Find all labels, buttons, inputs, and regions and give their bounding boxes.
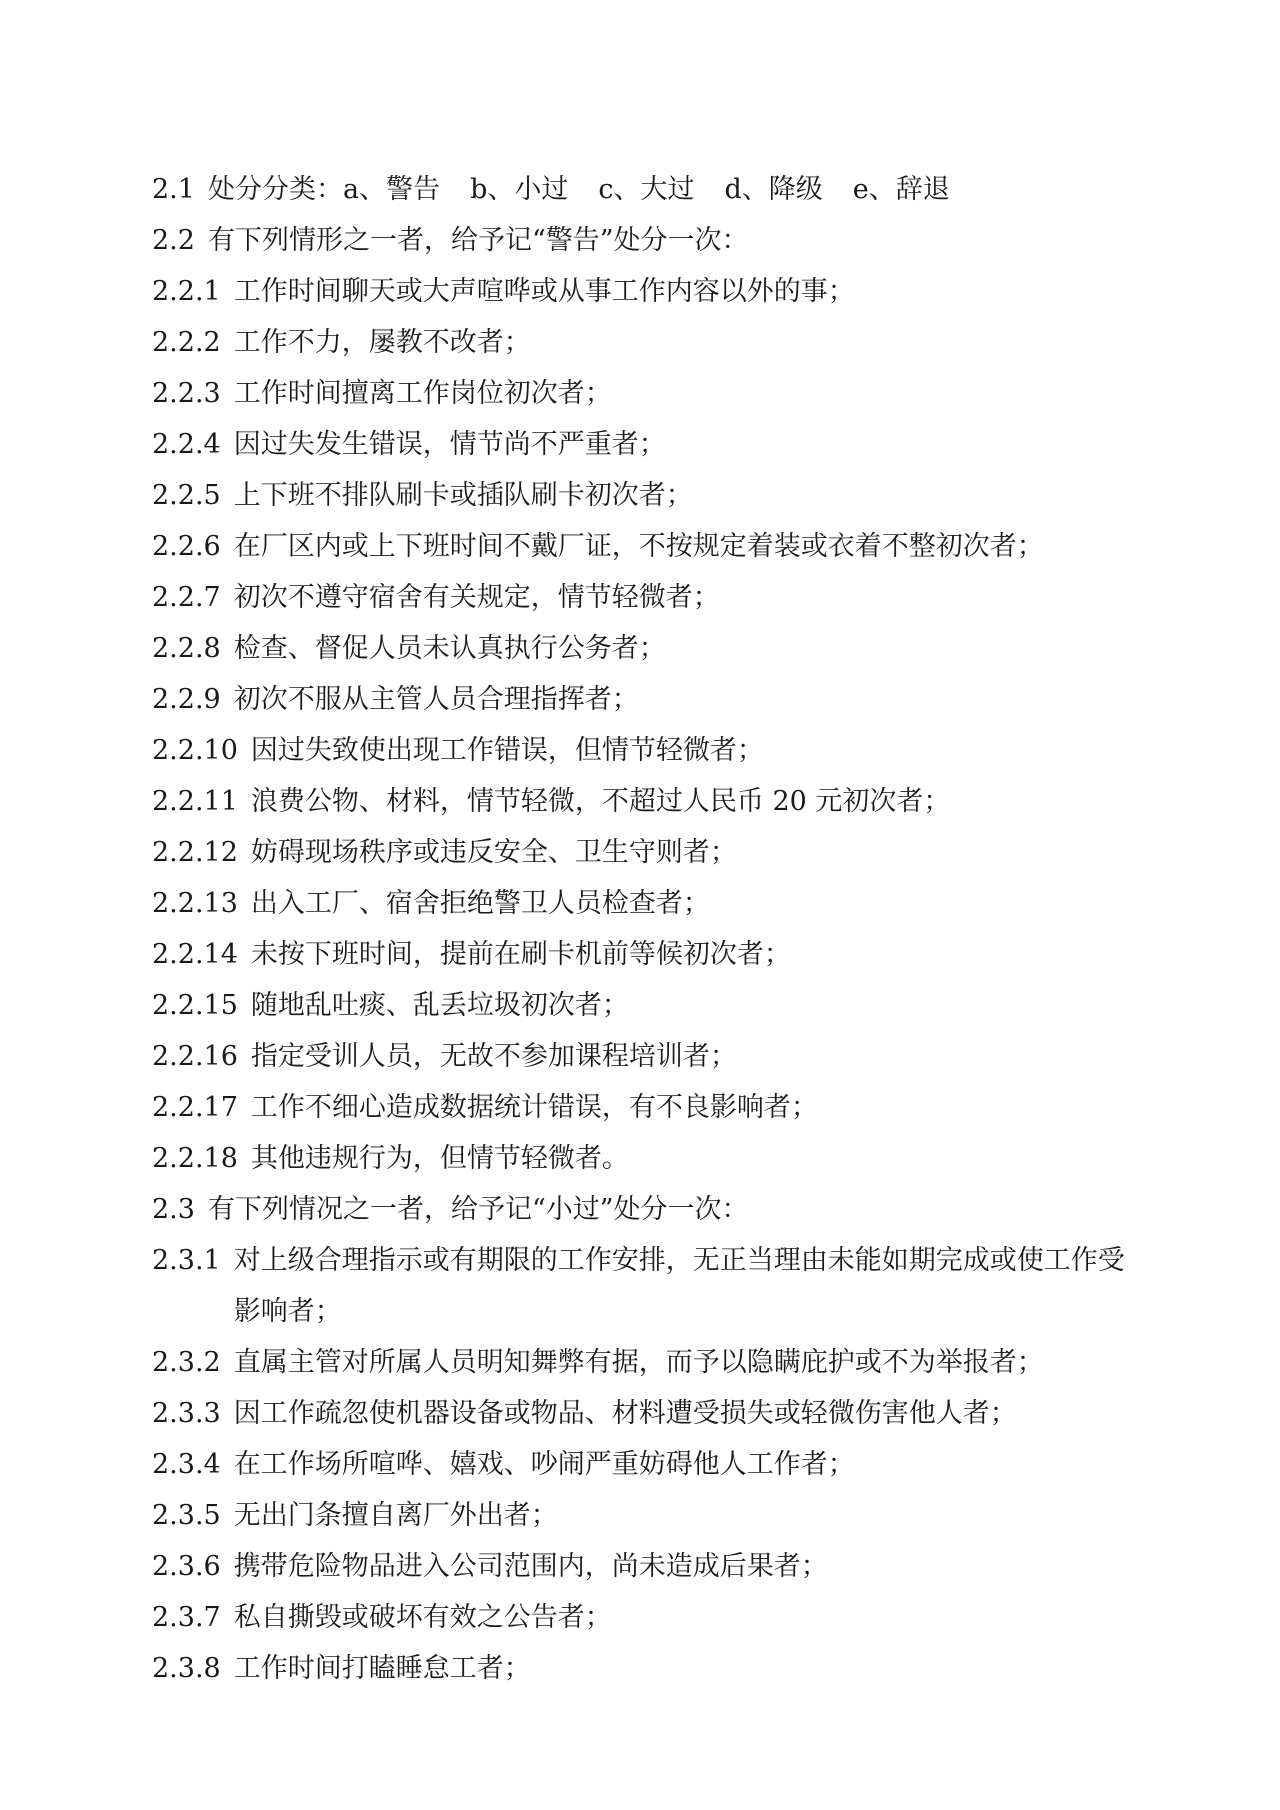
clause-number: 2.2.8 [152,633,221,664]
category-item: a、警告 [342,174,441,205]
clause-text: 因工作疏忽使机器设备或物品、材料遭受损失或轻微伤害他人者； [233,1398,1017,1429]
clause-number: 2.2.7 [152,582,221,613]
clause-text: 出入工厂、宿舍拒绝警卫人员检查者； [250,888,710,919]
section-2-3 [152,1184,1152,1235]
clause-text: 指定受训人员，无故不参加课程培训者； [250,1041,737,1072]
clause-item [152,1082,1152,1133]
section-number: 2.2 [152,225,195,256]
clause-number: 2.2.13 [152,888,238,919]
clause-item [152,1541,1152,1592]
clause-text: 无出门条擅自离厂外出者； [233,1500,558,1531]
clause-item [152,1490,1152,1541]
clause-item [152,1337,1152,1388]
clause-number: 2.3.6 [152,1551,221,1582]
clause-item [152,725,1152,776]
clause-number: 2.3.3 [152,1398,221,1429]
clause-text: 工作时间聊天或大声喧哗或从事工作内容以外的事； [233,276,855,307]
clause-number: 2.2.12 [152,837,238,868]
clause-item [152,1388,1152,1439]
section-number: 2.3 [152,1194,195,1225]
clause-text: 在厂区内或上下班时间不戴厂证，不按规定着装或衣着不整初次者； [233,531,1044,562]
clause-item [152,878,1152,929]
clause-number: 2.3.1 [152,1245,221,1276]
clause-item [152,674,1152,725]
clause-item [152,1133,1152,1184]
clause-item [152,317,1152,368]
clause-text: 因过失发生错误，情节尚不严重者； [233,429,666,460]
clause-number: 2.2.11 [152,786,238,817]
clause-text: 初次不服从主管人员合理指挥者； [233,684,639,715]
clause-text: 其他违规行为，但情节轻微者。 [250,1143,629,1174]
clause-number: 2.3.8 [152,1653,221,1684]
section-2-2 [152,215,1152,266]
clause-number: 2.2.2 [152,327,221,358]
clause-number: 2.2.18 [152,1143,238,1174]
clause-text: 检查、督促人员未认真执行公务者； [233,633,666,664]
section-label: 处分分类： [207,174,343,205]
clause-text: 随地乱吐痰、乱丢垃圾初次者； [250,990,629,1021]
clause-number: 2.2.6 [152,531,221,562]
clause-number: 2.2.17 [152,1092,238,1123]
section-number: 2.1 [152,174,195,205]
clause-number: 2.2.15 [152,990,238,1021]
clause-text: 因过失致使出现工作错误，但情节轻微者； [250,735,764,766]
clause-item [152,623,1152,674]
clause-item [152,266,1152,317]
clause-text: 浪费公物、材料，情节轻微，不超过人民币 20 元初次者； [250,786,951,817]
clause-text: 工作时间擅离工作岗位初次者； [233,378,612,409]
section-2-1 [152,164,1152,215]
clause-text: 上下班不排队刷卡或插队刷卡初次者； [233,480,693,511]
clause-item [152,1592,1152,1643]
clause-text: 私自撕毁或破坏有效之公告者； [233,1602,612,1633]
clause-number: 2.2.4 [152,429,221,460]
clause-text: 未按下班时间，提前在刷卡机前等候初次者； [250,939,791,970]
clause-number: 2.2.10 [152,735,238,766]
clause-item [152,572,1152,623]
clause-item [152,776,1152,827]
clause-number: 2.3.2 [152,1347,221,1378]
clause-item [152,470,1152,521]
category-item: b、小过 [470,174,569,205]
clause-text: 工作时间打瞌睡怠工者； [233,1653,531,1684]
clause-item [152,1235,1152,1337]
document-body [152,164,1152,1694]
section-heading: 有下列情况之一者，给予记“小过”处分一次： [207,1194,749,1225]
clause-item [152,521,1152,572]
clause-item [152,368,1152,419]
clause-number: 2.2.5 [152,480,221,511]
category-item: d、降级 [724,174,823,205]
clause-text: 直属主管对所属人员明知舞弊有据，而予以隐瞒庇护或不为举报者； [233,1347,1044,1378]
clause-item [152,419,1152,470]
clause-number: 2.2.1 [152,276,221,307]
clause-number: 2.3.7 [152,1602,221,1633]
clause-text: 初次不遵守宿舍有关规定，情节轻微者； [233,582,720,613]
category-item: c、大过 [598,174,695,205]
clause-number: 2.3.5 [152,1500,221,1531]
clause-text: 妨碍现场秩序或违反安全、卫生守则者； [250,837,737,868]
clause-text: 在工作场所喧哗、嬉戏、吵闹严重妨碍他人工作者； [233,1449,855,1480]
clause-item [152,1031,1152,1082]
clause-item [152,1439,1152,1490]
clause-item [152,980,1152,1031]
category-item: e、辞退 [852,174,950,205]
clause-number: 2.2.9 [152,684,221,715]
clause-text: 携带危险物品进入公司范围内，尚未造成后果者； [233,1551,828,1582]
clause-item [152,1643,1152,1694]
clause-item [152,827,1152,878]
clause-text: 工作不力，屡教不改者； [233,327,531,358]
category-list [343,164,980,215]
clause-number: 2.2.3 [152,378,221,409]
clause-number: 2.2.16 [152,1041,238,1072]
clause-number: 2.3.4 [152,1449,221,1480]
clause-text: 工作不细心造成数据统计错误，有不良影响者； [250,1092,818,1123]
clause-text: 对上级合理指示或有期限的工作安排，无正当理由未能如期完成或使工作受影响者； [233,1245,1125,1327]
clause-number: 2.2.14 [152,939,238,970]
section-heading: 有下列情形之一者，给予记“警告”处分一次： [207,225,749,256]
clause-item [152,929,1152,980]
